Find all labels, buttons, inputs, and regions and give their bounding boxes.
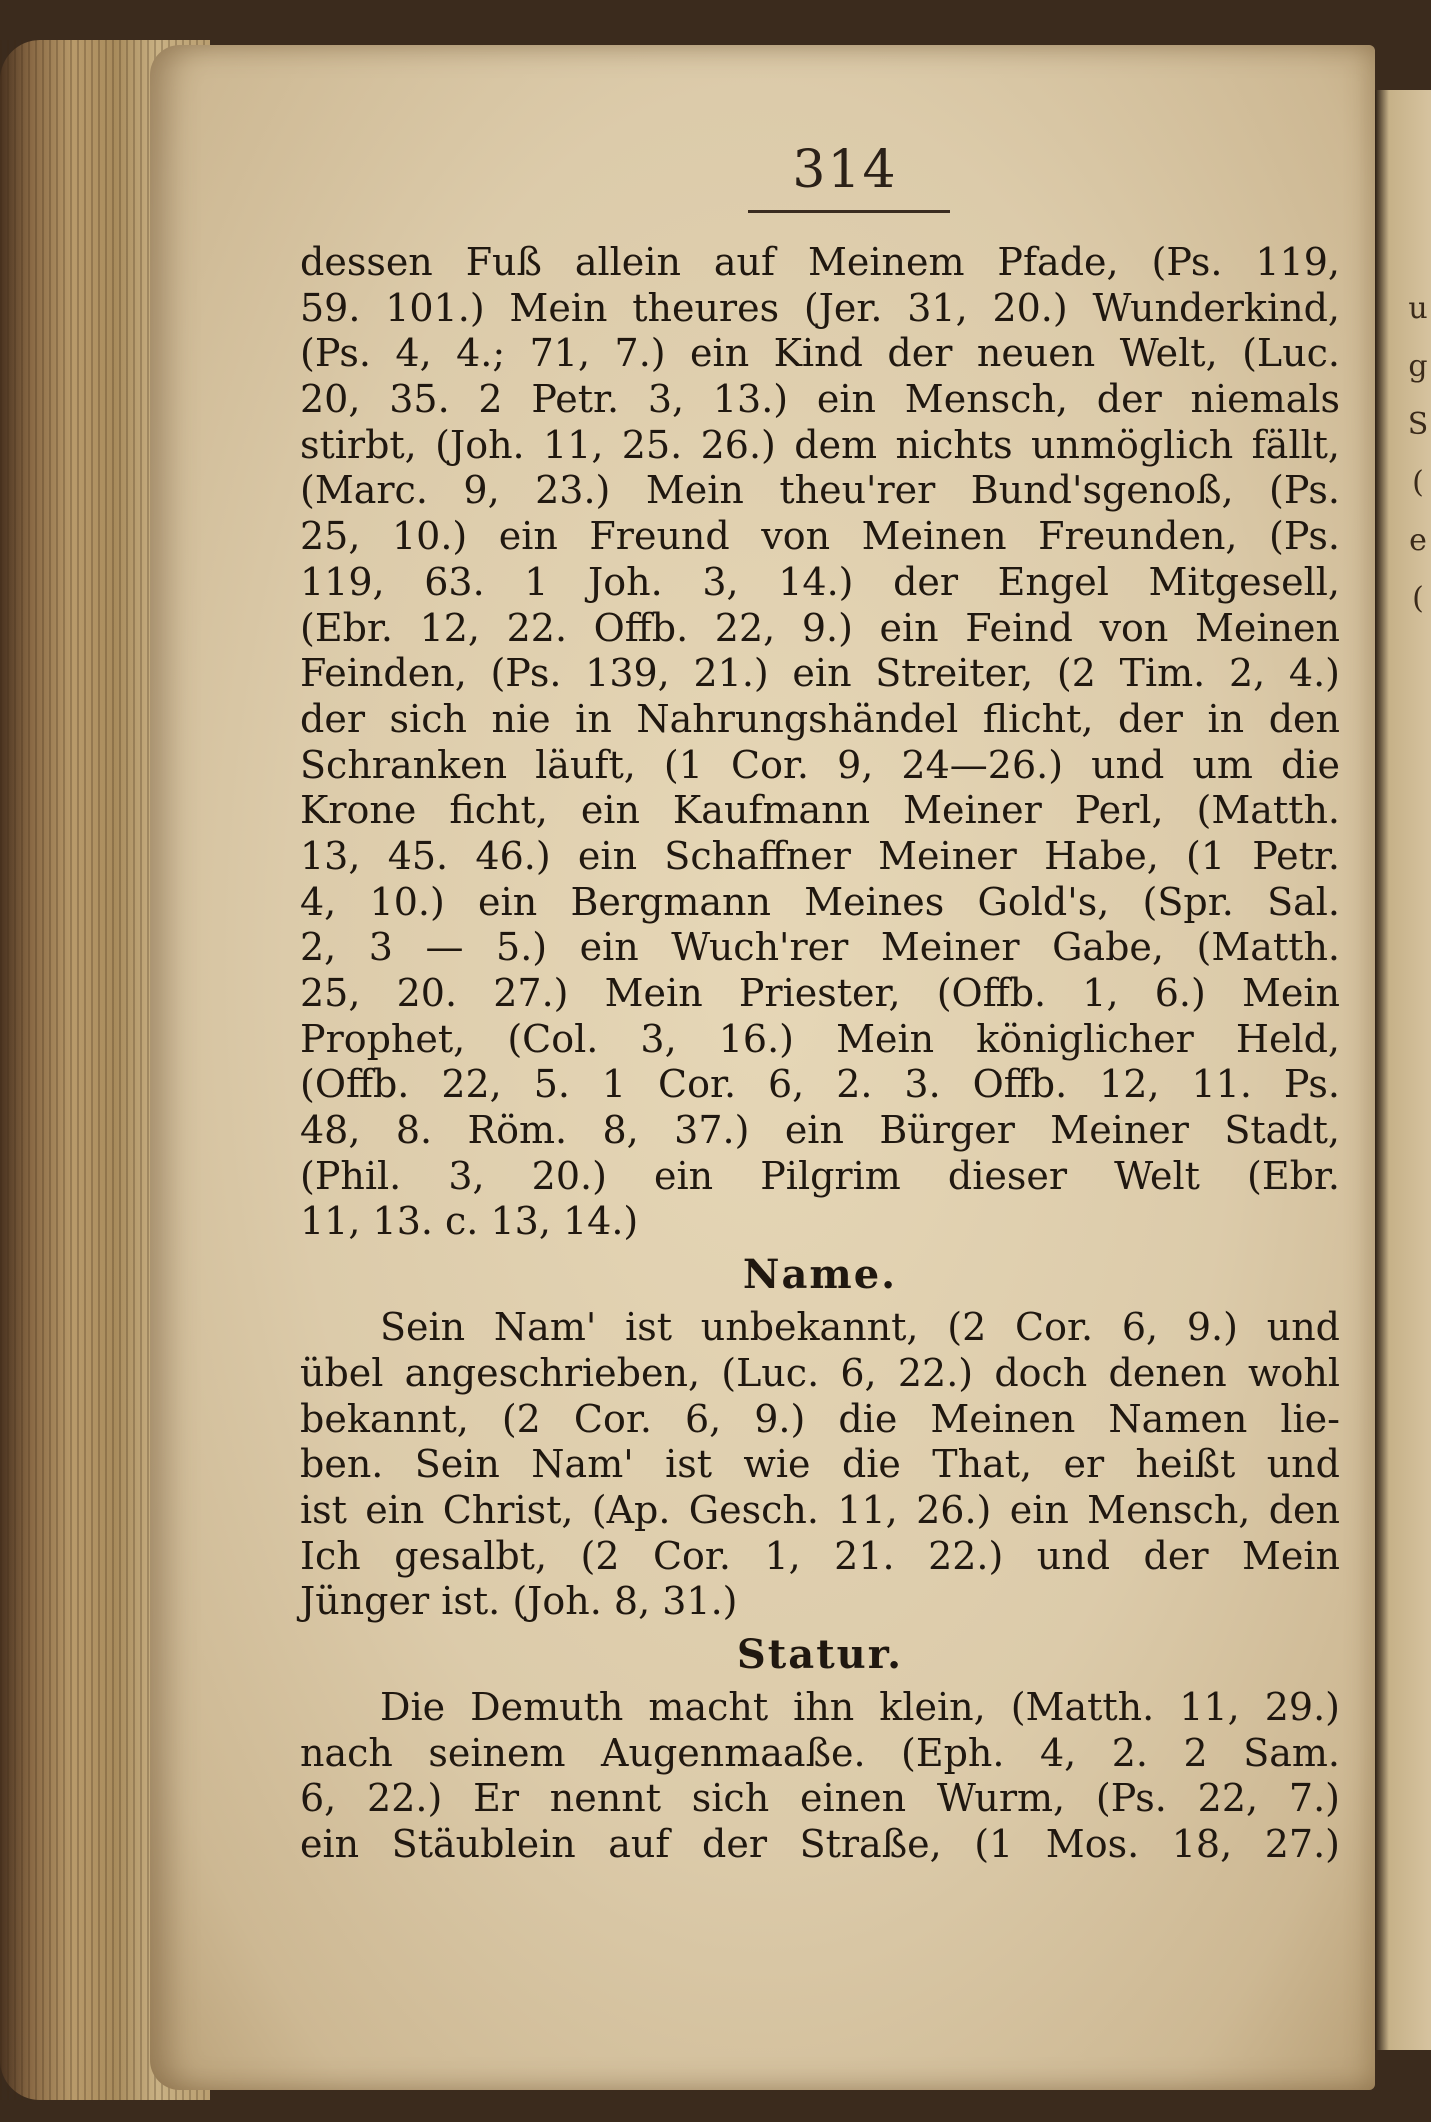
- text-line: (Ps. 4, 4.; 71, 7.) ein Kind der neuen Welt, (Luc.: [300, 331, 1340, 376]
- text-line: ben. Sein Nam' ist wie die That, er heißt und: [300, 1442, 1340, 1487]
- text-line: Schranken läuft, (1 Cor. 9, 24—26.) und um die: [300, 742, 1340, 787]
- text-line: 4, 10.) ein Bergmann Meines Gold's, (Spr. Sal.: [300, 879, 1340, 924]
- text-line: Ich gesalbt, (2 Cor. 1, 21. 22.) und der Mein: [300, 1533, 1340, 1578]
- text-line: Krone ficht, ein Kaufmann Meiner Perl, (Matth.: [300, 788, 1340, 833]
- text-line: 13, 45. 46.) ein Schaffner Meiner Habe, (1 Petr.: [300, 833, 1340, 878]
- text-line: 11, 13. c. 13, 14.): [300, 1199, 639, 1244]
- header-rule: [748, 210, 950, 213]
- text-line: 6, 22.) Er nennt sich einen Wurm, (Ps. 22, 7.): [300, 1776, 1340, 1821]
- facing-glyph: S: [1407, 407, 1429, 442]
- text-line: 25, 20. 27.) Mein Priester, (Offb. 1, 6.) Mein: [300, 971, 1340, 1015]
- text-line: Die Demuth macht ihn klein, (Matth. 11, 29.): [380, 1684, 1340, 1729]
- page-number: 314: [792, 140, 898, 200]
- text-line: der sich nie in Nahrungshändel flicht, der in den: [300, 696, 1340, 741]
- text-line: stirbt, (Joh. 11, 25. 26.) dem nichts unmöglich fällt,: [300, 422, 1340, 467]
- facing-glyph: (: [1412, 581, 1424, 616]
- text-line: 20, 35. 2 Petr. 3, 13.) ein Mensch, der niemals: [300, 377, 1340, 422]
- text-line: ein Stäublein auf der Straße, (1 Mos. 18, 27.): [300, 1822, 1340, 1866]
- text-line: 59. 101.) Mein theures (Jer. 31, 20.) Wunderkind,: [300, 285, 1340, 330]
- page-header: [745, 140, 945, 200]
- text-line: nach seinem Augenmaaße. (Eph. 4, 2. 2 Sam.: [300, 1730, 1340, 1775]
- text-line: dessen Fuß allein auf Meinem Pfade, (Ps. 119,: [300, 240, 1340, 284]
- text-line: 25, 10.) ein Freund von Meinen Freunden, (Ps.: [300, 514, 1340, 559]
- paragraph-1: [300, 240, 1340, 1245]
- facing-glyph: (: [1412, 465, 1424, 500]
- page-text: [300, 240, 1340, 1868]
- facing-glyph: e: [1409, 523, 1427, 558]
- section-heading-statur: Statur.: [736, 1630, 904, 1678]
- text-line: (Offb. 22, 5. 1 Cor. 6, 2. 3. Offb. 12, 11. Ps.: [300, 1062, 1340, 1107]
- text-line: (Marc. 9, 23.) Mein theu'rer Bund'sgenoß, (Ps.: [300, 468, 1340, 513]
- text-line: Jünger ist. (Joh. 8, 31.): [300, 1579, 738, 1624]
- text-line: (Ebr. 12, 22. Offb. 22, 9.) ein Feind von Meinen: [300, 605, 1340, 650]
- text-line: 48, 8. Röm. 8, 37.) ein Bürger Meiner Stadt,: [300, 1108, 1340, 1153]
- paragraph-2: [300, 1305, 1340, 1625]
- text-line: übel angeschrieben, (Luc. 6, 22.) doch denen wohl: [300, 1350, 1340, 1395]
- facing-page-glyphs: [1405, 280, 1431, 628]
- section-heading-name: Name.: [742, 1251, 898, 1299]
- text-line: ist ein Christ, (Ap. Gesch. 11, 26.) ein Mensch, den: [300, 1487, 1340, 1532]
- text-line: 2, 3 — 5.) ein Wuch'rer Meiner Gabe, (Matth.: [300, 925, 1340, 970]
- text-line: Prophet, (Col. 3, 16.) Mein königlicher Held,: [300, 1016, 1340, 1061]
- text-line: bekannt, (2 Cor. 6, 9.) die Meinen Namen lie-: [300, 1396, 1340, 1441]
- text-line: Sein Nam' ist unbekannt, (2 Cor. 6, 9.) und: [380, 1305, 1340, 1350]
- text-line: (Phil. 3, 20.) ein Pilgrim dieser Welt (Ebr.: [300, 1153, 1340, 1198]
- paragraph-3: [300, 1685, 1340, 1868]
- text-line: Feinden, (Ps. 139, 21.) ein Streiter, (2 Tim. 2, 4.): [300, 651, 1340, 696]
- facing-glyph: u: [1408, 291, 1428, 326]
- text-line: 119, 63. 1 Joh. 3, 14.) der Engel Mitgesell,: [300, 559, 1340, 604]
- facing-glyph: g: [1408, 349, 1428, 384]
